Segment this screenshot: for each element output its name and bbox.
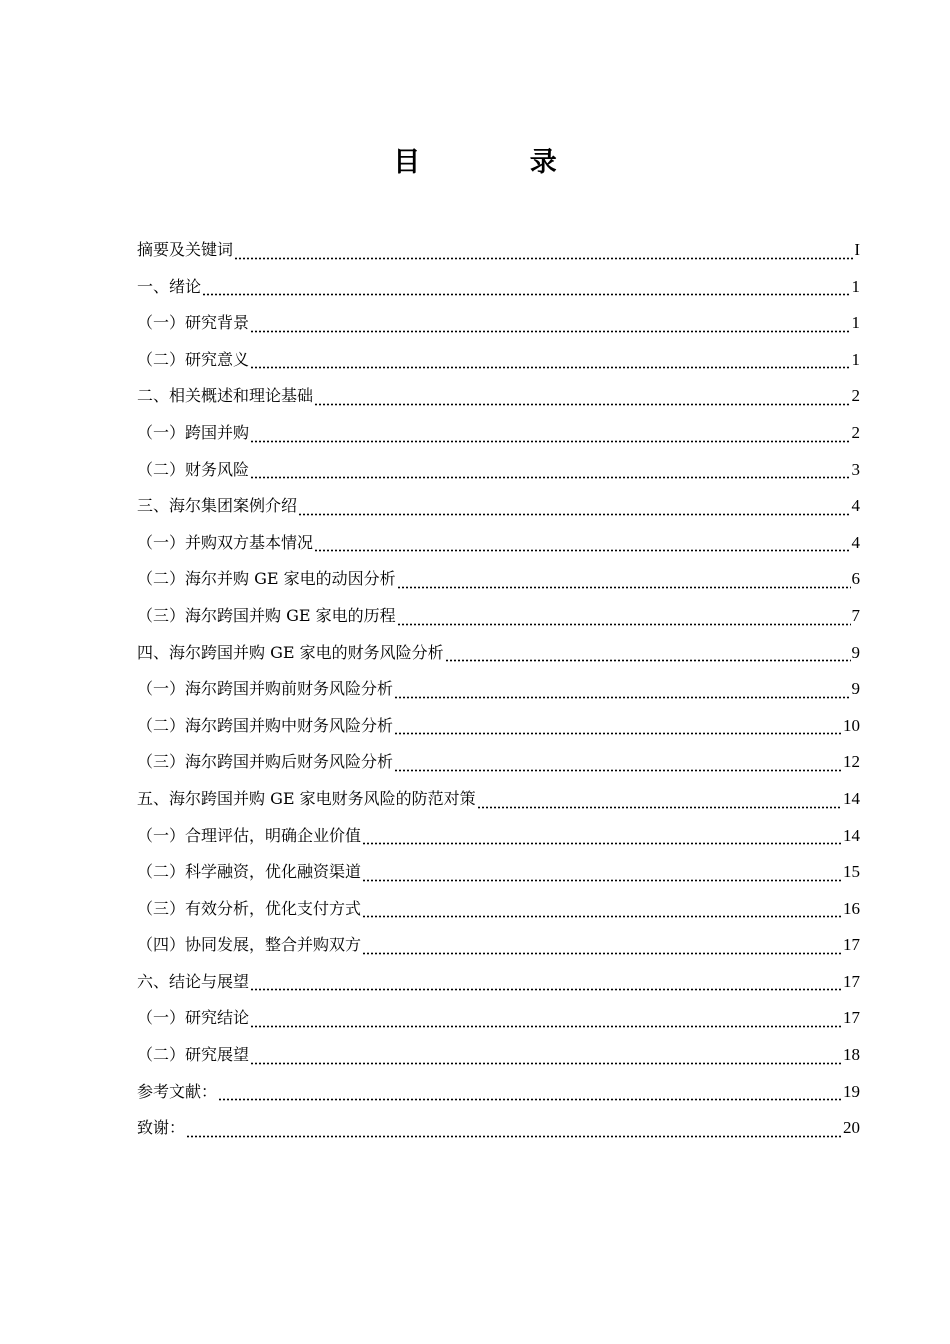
toc-leader-dots bbox=[394, 758, 842, 772]
toc-entry-label: （二）科学融资，优化融资渠道 bbox=[137, 862, 362, 882]
toc-entry-page: 4 bbox=[851, 496, 860, 516]
toc-leader-dots bbox=[298, 502, 850, 516]
toc-leader-dots bbox=[394, 685, 850, 699]
toc-entry-label: 五、海尔跨国并购 GE 家电财务风险的防范对策 bbox=[137, 788, 476, 808]
toc-entry-label: 四、海尔跨国并购 GE 家电的财务风险分析 bbox=[137, 642, 444, 662]
toc-entry[interactable] bbox=[137, 452, 860, 489]
toc-entry-page: 10 bbox=[843, 715, 860, 735]
toc-entry-page: 17 bbox=[843, 971, 860, 991]
toc-entry[interactable] bbox=[137, 269, 860, 306]
toc-entry-label: （一）研究背景 bbox=[137, 313, 250, 333]
toc-entry-page: 3 bbox=[851, 459, 860, 479]
toc-entry[interactable] bbox=[137, 964, 860, 1001]
toc-entry[interactable] bbox=[137, 415, 860, 452]
toc-leader-dots bbox=[250, 319, 850, 333]
toc-entry[interactable] bbox=[137, 561, 860, 598]
toc-leader-dots bbox=[250, 355, 850, 369]
toc-entry[interactable] bbox=[137, 525, 860, 562]
toc-entry-label: （三）有效分析，优化支付方式 bbox=[137, 898, 362, 918]
toc-entry-page: 1 bbox=[851, 349, 860, 369]
toc-entry-label: （二）海尔并购 GE 家电的动因分析 bbox=[137, 569, 396, 589]
toc-entry[interactable] bbox=[137, 781, 860, 818]
toc-entry-label: （一）跨国并购 bbox=[137, 422, 250, 442]
toc-entry-page: 18 bbox=[843, 1045, 860, 1065]
toc-entry-label: （四）协同发展，整合并购双方 bbox=[137, 935, 362, 955]
toc-entry-label: （一）合理评估，明确企业价值 bbox=[137, 825, 362, 845]
toc-leader-dots bbox=[250, 429, 850, 443]
toc-entry-page: 12 bbox=[843, 752, 860, 772]
toc-entry-page: 2 bbox=[851, 422, 860, 442]
toc-entry-page: 1 bbox=[851, 276, 860, 296]
toc-entry[interactable] bbox=[137, 891, 860, 928]
toc-leader-dots bbox=[218, 1087, 842, 1101]
toc-leader-dots bbox=[362, 868, 842, 882]
toc-entry-label: （二）研究意义 bbox=[137, 349, 250, 369]
toc-leader-dots bbox=[250, 1051, 842, 1065]
toc-entry-label: 致谢： bbox=[137, 1118, 186, 1138]
toc-entry-label: （二）研究展望 bbox=[137, 1045, 250, 1065]
toc-entry[interactable] bbox=[137, 1000, 860, 1037]
toc-entry-page: 9 bbox=[851, 642, 860, 662]
toc-entry[interactable] bbox=[137, 488, 860, 525]
toc-entry[interactable] bbox=[137, 635, 860, 672]
toc-leader-dots bbox=[250, 977, 842, 991]
toc-entry[interactable] bbox=[137, 927, 860, 964]
toc-entry[interactable] bbox=[137, 342, 860, 379]
toc-list bbox=[137, 232, 860, 1147]
toc-entry-label: （二）海尔跨国并购中财务风险分析 bbox=[137, 715, 394, 735]
toc-entry[interactable] bbox=[137, 744, 860, 781]
toc-leader-dots bbox=[250, 465, 850, 479]
toc-entry-page: 2 bbox=[851, 386, 860, 406]
toc-entry[interactable] bbox=[137, 818, 860, 855]
toc-entry-page: 1 bbox=[851, 313, 860, 333]
toc-leader-dots bbox=[394, 721, 842, 735]
toc-leader-dots bbox=[362, 904, 842, 918]
toc-entry-label: 二、相关概述和理论基础 bbox=[137, 386, 314, 406]
toc-entry-page: 14 bbox=[843, 825, 860, 845]
toc-entry-page: 17 bbox=[843, 1008, 860, 1028]
toc-leader-dots bbox=[362, 941, 842, 955]
toc-entry[interactable] bbox=[137, 854, 860, 891]
toc-entry[interactable] bbox=[137, 1037, 860, 1074]
toc-entry-label: 参考文献： bbox=[137, 1081, 218, 1101]
toc-entry-page: 20 bbox=[843, 1118, 860, 1138]
toc-entry-label: （一）海尔跨国并购前财务风险分析 bbox=[137, 679, 394, 699]
toc-entry-label: 六、结论与展望 bbox=[137, 971, 250, 991]
toc-leader-dots bbox=[397, 575, 851, 589]
toc-leader-dots bbox=[397, 612, 851, 626]
toc-entry-label: （一）并购双方基本情况 bbox=[137, 532, 314, 552]
toc-leader-dots bbox=[250, 1014, 842, 1028]
toc-entry[interactable] bbox=[137, 1110, 860, 1147]
toc-leader-dots bbox=[314, 392, 850, 406]
toc-entry-label: 一、绪论 bbox=[137, 276, 202, 296]
toc-entry-page: 16 bbox=[843, 898, 860, 918]
toc-entry[interactable] bbox=[137, 305, 860, 342]
toc-leader-dots bbox=[202, 282, 850, 296]
toc-entry-page: 9 bbox=[851, 679, 860, 699]
toc-entry[interactable] bbox=[137, 708, 860, 745]
toc-entry[interactable] bbox=[137, 232, 860, 269]
toc-leader-dots bbox=[186, 1124, 842, 1138]
toc-entry[interactable] bbox=[137, 1074, 860, 1111]
toc-entry-label: （二）财务风险 bbox=[137, 459, 250, 479]
toc-entry-page: 6 bbox=[851, 569, 860, 589]
toc-entry-page: 14 bbox=[843, 788, 860, 808]
toc-entry[interactable] bbox=[137, 598, 860, 635]
toc-leader-dots bbox=[234, 246, 853, 260]
toc-entry-label: 摘要及关键词 bbox=[137, 240, 234, 259]
toc-entry-page: 4 bbox=[851, 532, 860, 552]
toc-entry-page: I bbox=[854, 240, 860, 259]
toc-entry-page: 17 bbox=[843, 935, 860, 955]
toc-title: 目 录 bbox=[393, 147, 607, 178]
toc-leader-dots bbox=[362, 831, 842, 845]
toc-entry-page: 7 bbox=[851, 605, 860, 625]
toc-entry[interactable] bbox=[137, 378, 860, 415]
toc-leader-dots bbox=[314, 538, 850, 552]
toc-entry-label: （三）海尔跨国并购后财务风险分析 bbox=[137, 752, 394, 772]
toc-entry-page: 15 bbox=[843, 862, 860, 882]
toc-leader-dots bbox=[477, 795, 842, 809]
toc-entry-label: （三）海尔跨国并购 GE 家电的历程 bbox=[137, 605, 396, 625]
toc-entry-label: （一）研究结论 bbox=[137, 1008, 250, 1028]
toc-entry[interactable] bbox=[137, 671, 860, 708]
toc-entry-page: 19 bbox=[843, 1081, 860, 1101]
toc-entry-label: 三、海尔集团案例介绍 bbox=[137, 496, 298, 516]
toc-leader-dots bbox=[445, 648, 851, 662]
